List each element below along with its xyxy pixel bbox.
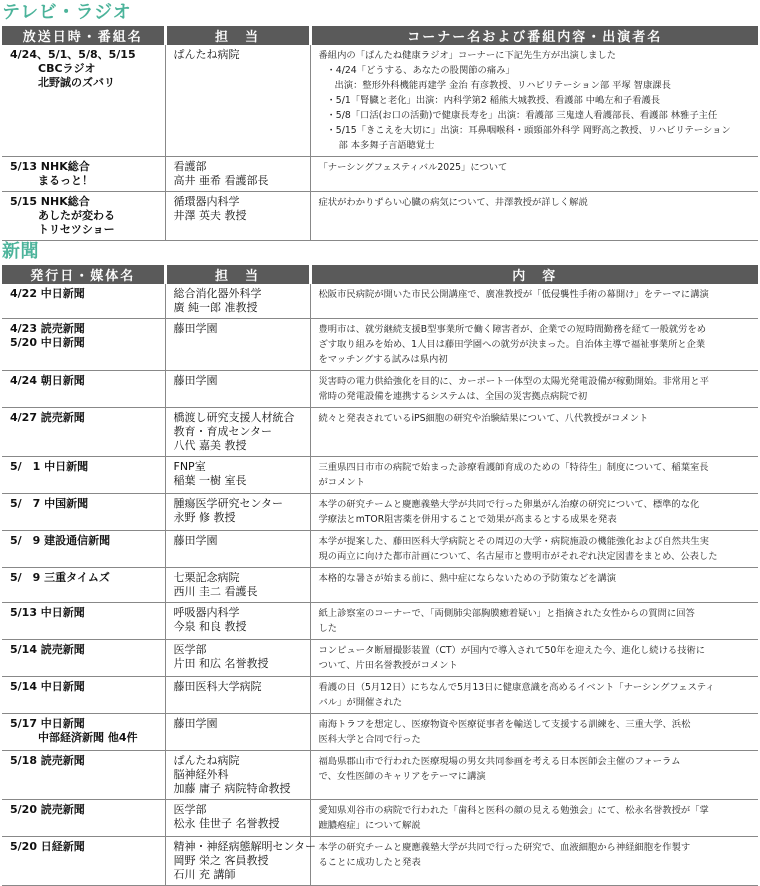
tv-person	[165, 45, 310, 157]
news-date-media	[2, 714, 165, 751]
news-content	[310, 837, 758, 886]
news-date-media-line: 中部経済新聞 他4件	[38, 731, 138, 744]
news-person-line: 廣 純一郎 准教授	[173, 301, 258, 314]
tv-date-program	[2, 157, 165, 192]
news-content	[310, 677, 758, 714]
news-date-media-line: 5/ 9 建設通信新聞	[10, 534, 111, 547]
tv-content-line: ・4/24「どうする、あなたの股関節の痛み」	[326, 65, 515, 76]
tv-content-line: ・5/1「腎臓と老化」出演：内科学第2 稲熊大城教授、看護部 中嶋左和子看護長	[326, 95, 661, 106]
news-content	[310, 714, 758, 751]
news-table-row	[2, 677, 758, 714]
news-person	[165, 568, 310, 603]
news-content-line: 本学が提案した、藤田医科大学病院とその周辺の大学・病院施設の機能強化および自然共生実	[318, 536, 709, 547]
news-person-line: 石川 充 講師	[173, 868, 236, 881]
news-date-media-line: 5/20 日経新聞	[10, 840, 85, 853]
news-date-media-line: 5/14 読売新聞	[10, 643, 85, 656]
tv-date-program	[2, 45, 165, 157]
tv-header-row	[2, 26, 758, 45]
news-date-media-line: 5/ 9 三重タイムズ	[10, 571, 110, 584]
news-person-line: 岡野 栄之 客員教授	[173, 854, 269, 867]
news-person-line: 七栗記念病院	[173, 571, 240, 584]
news-content-line: 看護の日（5月12日）にちなんで5月13日に健康意識を高めるイベント「ナーシングフェスティ	[318, 682, 715, 693]
news-content	[310, 457, 758, 494]
news-content-line: ることに成功したと発表	[318, 857, 421, 868]
news-person-line: 腫瘍医学研究センター	[173, 497, 284, 510]
news-date-media-line: 4/23 読売新聞	[10, 322, 85, 335]
news-content-line: 愛知県刈谷市の病院で行われた「歯科と医科の顔の見える勉強会」にて、松永名誉教授が「掌	[318, 805, 709, 816]
news-person-line: 加藤 庸子 病院特命教授	[173, 782, 291, 795]
news-person-line: 藤田学園	[173, 534, 218, 547]
tv-content-line: 部 本多舞子言語聴覚士	[338, 140, 435, 151]
news-content-line: 三重県四日市市の病院で始まった診療看護師育成のための「特待生」制度について、稲葉室長	[318, 462, 709, 473]
news-date-media	[2, 640, 165, 677]
news-content-line: 本学の研究チームと慶應義塾大学が共同で行った卵巣がん治療の研究について、標準的な化	[318, 499, 700, 510]
news-content	[310, 319, 758, 371]
tv-person-line: ぱんたね病院	[173, 48, 240, 61]
news-person	[165, 319, 310, 371]
tv-content-line: 「ナーシングフェスティバル2025」について	[318, 162, 508, 173]
news-person	[165, 603, 310, 640]
news-person-line: 精神・神経病態解明センター	[173, 840, 317, 853]
news-date-media-line: 5/ 1 中日新聞	[10, 460, 89, 473]
news-person	[165, 677, 310, 714]
news-date-media	[2, 408, 165, 457]
tv-header-person: 担 当	[165, 26, 310, 45]
news-person-line: 藤田学園	[173, 717, 218, 730]
news-content	[310, 640, 758, 677]
news-content-line: ざす取り組みを始め、1人目は藤田学園への就労が決まった。自治体主導で福祉事業所と企業	[318, 339, 706, 350]
news-date-media-line: 4/22 中日新聞	[10, 287, 85, 300]
tv-date-program-line: 5/15 NHK総合	[10, 195, 90, 208]
tv-table-row	[2, 157, 758, 192]
tv-header-content: コーナー名および番組内容・出演者名	[310, 26, 758, 45]
tv-header-date: 放送日時・番組名	[2, 26, 165, 45]
news-date-media-line: 5/13 中日新聞	[10, 606, 85, 619]
news-date-media	[2, 751, 165, 800]
news-person	[165, 751, 310, 800]
news-table-body	[2, 284, 758, 886]
news-content	[310, 568, 758, 603]
news-table-row	[2, 603, 758, 640]
news-person-line: 医学部	[173, 803, 207, 816]
news-table-row	[2, 640, 758, 677]
news-content-line: バル」が開催された	[318, 697, 403, 708]
news-person	[165, 284, 310, 319]
tv-person-line: 看護部	[173, 160, 207, 173]
tv-date-program	[2, 192, 165, 241]
news-person-line: 今泉 和良 教授	[173, 620, 247, 633]
tv-table-row	[2, 45, 758, 157]
news-content-line: 現の両立に向けた都市計画について、名古屋市と豊明市がそれぞれ決定図書をまとめ、公表した	[318, 551, 718, 562]
tv-person-line: 井澤 英夫 教授	[173, 209, 247, 222]
news-date-media	[2, 457, 165, 494]
tv-radio-table	[2, 26, 758, 241]
news-content-line: がコメント	[318, 477, 365, 488]
news-content	[310, 603, 758, 640]
news-person	[165, 714, 310, 751]
news-content-line: 紙上診察室のコーナーで、「両側肺尖部胸膜癒着疑い」と指摘された女性からの質問に回答	[318, 608, 695, 619]
tv-person	[165, 157, 310, 192]
news-person	[165, 408, 310, 457]
news-date-media	[2, 837, 165, 886]
news-header-row	[2, 265, 758, 284]
news-date-media	[2, 568, 165, 603]
tv-date-program-line: トリセツショー	[38, 223, 115, 236]
news-table-row	[2, 408, 758, 457]
tv-date-program-line: あしたが変わる	[38, 209, 115, 222]
news-person-line: 呼吸器内科学	[173, 606, 240, 619]
news-person-line: ぱんたね病院	[173, 754, 240, 767]
tv-content	[310, 157, 758, 192]
news-person-line: 教育・育成センター	[173, 425, 273, 438]
news-header-content: 内 容	[310, 265, 758, 284]
news-person	[165, 371, 310, 408]
news-table-row	[2, 319, 758, 371]
news-table-row	[2, 531, 758, 568]
news-person-line: 松永 佳世子 名誉教授	[173, 817, 280, 830]
news-content-line: 災害時の電力供給強化を目的に、カーポート一体型の太陽光発電設備が稼動開始。非常用と平	[318, 376, 709, 387]
news-date-media	[2, 284, 165, 319]
news-content-line: 松阪市民病院が開いた市民公開講座で、廣准教授が「低侵襲性手術の幕開け」をテーマに講演	[318, 289, 709, 300]
news-date-media-line: 4/24 朝日新聞	[10, 374, 85, 387]
news-content-line: 学療法とmTOR阻害薬を併用することで効果が高まるとする成果を発表	[318, 514, 617, 525]
news-date-media-line: 5/ 7 中国新聞	[10, 497, 89, 510]
tv-person-line: 高井 亜希 看護部長	[173, 174, 269, 187]
news-content-line: 南海トラフを想定し、医療物資や医療従事者を輸送して支援する訓練を、三重大学、浜松	[318, 719, 691, 730]
tv-content-line: 番組内の「ぱんたね健康ラジオ」コーナーに下記先生方が出演しました	[318, 50, 617, 61]
news-person	[165, 640, 310, 677]
news-table-row	[2, 371, 758, 408]
news-person-line: 稲葉 一樹 室長	[173, 474, 247, 487]
news-person-line: 脳神経外科	[173, 768, 229, 781]
news-table-row	[2, 457, 758, 494]
news-content	[310, 800, 758, 837]
tv-content	[310, 45, 758, 157]
tv-content-line: 症状がわかりずらい心臓の病気について、井澤教授が詳しく解説	[318, 197, 588, 208]
news-table-row	[2, 751, 758, 800]
news-content-line: 医科大学と合同で行った	[318, 734, 421, 745]
news-person-line: 藤田医科大学病院	[173, 680, 262, 693]
news-content-line: 本格的な暑さが始まる前に、熱中症にならないための予防策などを講演	[318, 573, 617, 584]
news-date-media	[2, 319, 165, 371]
news-content	[310, 408, 758, 457]
newspaper-table	[2, 265, 758, 886]
news-person-line: 永野 修 教授	[173, 511, 236, 524]
news-content	[310, 284, 758, 319]
news-person-line: 西川 圭二 看護長	[173, 585, 258, 598]
tv-date-program-line: 北野誠のズバリ	[38, 76, 115, 89]
news-date-media-line: 5/20 中日新聞	[10, 336, 85, 349]
news-content	[310, 751, 758, 800]
news-content	[310, 371, 758, 408]
news-header-person: 担 当	[165, 265, 310, 284]
newspaper-section-title: 新聞	[2, 241, 39, 262]
news-table-row	[2, 494, 758, 531]
news-date-media	[2, 371, 165, 408]
news-date-media-line: 4/27 読売新聞	[10, 411, 85, 424]
news-table-row	[2, 568, 758, 603]
news-table-row	[2, 714, 758, 751]
news-person-line: 片田 和広 名誉教授	[173, 657, 269, 670]
tv-date-program-line: CBCラジオ	[38, 62, 96, 75]
news-date-media-line: 5/17 中日新聞	[10, 717, 85, 730]
news-content-line: 続々と発表されているiPS細胞の研究や治験結果について、八代教授がコメント	[318, 413, 649, 424]
news-content-line: した	[318, 623, 338, 634]
tv-radio-section-title: テレビ・ラジオ	[2, 2, 132, 23]
tv-person-line: 循環器内科学	[173, 195, 240, 208]
news-person	[165, 531, 310, 568]
news-table-row	[2, 837, 758, 886]
news-date-media	[2, 531, 165, 568]
tv-person	[165, 192, 310, 241]
tv-table-body	[2, 45, 758, 241]
news-person	[165, 457, 310, 494]
news-content-line: 蹠膿疱症」について解説	[318, 820, 421, 831]
news-content-line: 豊明市は、就労継続支援B型事業所で働く障害者が、企業での短時間勤務を経て一般就労をめ	[318, 324, 707, 335]
news-content-line: ついて、片田名誉教授がコメント	[318, 660, 458, 671]
news-date-media-line: 5/18 読売新聞	[10, 754, 85, 767]
news-content-line: をマッチングする試みは県内初	[318, 354, 448, 365]
news-date-media	[2, 677, 165, 714]
news-header-date: 発行日・媒体名	[2, 265, 165, 284]
news-person-line: FNP室	[173, 460, 206, 473]
tv-date-program-line: まるっと！	[38, 174, 93, 187]
news-content	[310, 531, 758, 568]
tv-date-program-line: 4/24、5/1、5/8、5/15	[10, 48, 136, 61]
news-person	[165, 494, 310, 531]
news-date-media	[2, 800, 165, 837]
news-table-row	[2, 284, 758, 319]
news-content	[310, 494, 758, 531]
news-person-line: 八代 嘉美 教授	[173, 439, 247, 452]
tv-content-line: 出演：整形外科機能再建学 金治 有彦教授、リハビリテーション部 平塚 智康課長	[334, 80, 671, 91]
news-content-line: 常時の発電設備を連携するシステムは、全国の災害拠点病院で初	[318, 391, 588, 402]
news-date-media	[2, 603, 165, 640]
news-date-media-line: 5/14 中日新聞	[10, 680, 85, 693]
news-person-line: 医学部	[173, 643, 207, 656]
news-content-line: 福島県郡山市で行われた医療現場の男女共同参画を考える日本医師会主催のフォーラム	[318, 756, 681, 767]
news-date-media	[2, 494, 165, 531]
news-person-line: 橋渡し研究支援人材統合	[173, 411, 295, 424]
tv-table-row	[2, 192, 758, 241]
news-content-line: で、女性医師のキャリアをテーマに講演	[318, 771, 486, 782]
news-person-line: 藤田学園	[173, 322, 218, 335]
tv-content-line: ・5/8「口活(お口の活動)で健康長寿を」出演：看護部 三鬼達人看護部長、看護部 林雅子主任	[326, 110, 718, 121]
news-table-row	[2, 800, 758, 837]
tv-content	[310, 192, 758, 241]
news-person	[165, 837, 317, 886]
tv-content-line: ・5/15「きこえを大切に」出演：耳鼻咽喉科・頭頸部外科学 岡野高之教授、リハビリテーション	[326, 125, 731, 136]
news-date-media-line: 5/20 読売新聞	[10, 803, 85, 816]
tv-date-program-line: 5/13 NHK総合	[10, 160, 90, 173]
news-content-line: コンピュータ断層撮影装置（CT）が国内で導入されて50年を迎えた今、進化し続ける技術に	[318, 645, 706, 656]
news-person-line: 藤田学園	[173, 374, 218, 387]
news-person-line: 総合消化器外科学	[173, 287, 262, 300]
news-person	[165, 800, 310, 837]
news-content-line: 本学の研究チームと慶應義塾大学が共同で行った研究で、血液細胞から神経細胞を作製す	[318, 842, 691, 853]
